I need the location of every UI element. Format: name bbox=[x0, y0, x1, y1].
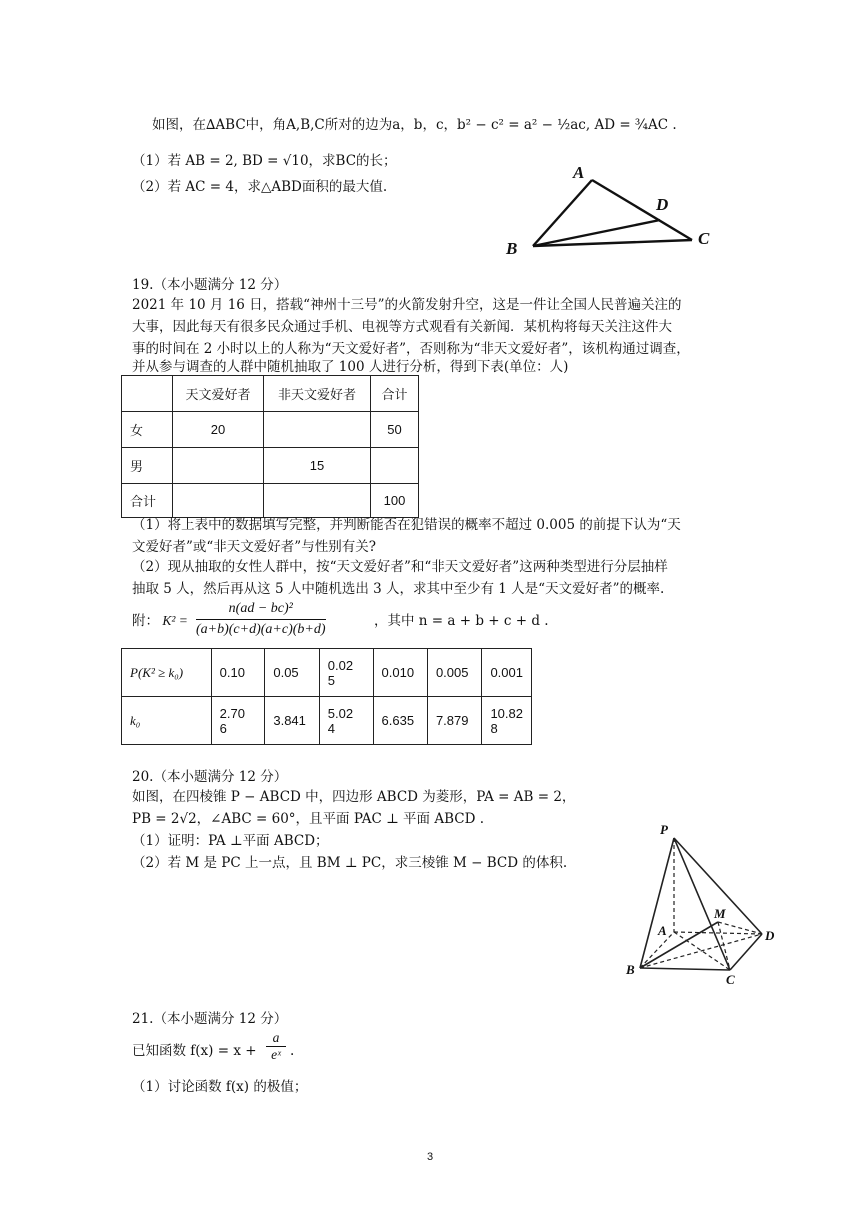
q20-part1: （1）证明：PA ⊥平面 ABCD； bbox=[132, 833, 329, 849]
triangle-figure bbox=[500, 158, 730, 258]
table-header-cell: 非天文爱好者 bbox=[264, 376, 371, 412]
q18-part1: （1）若 AB = 2, BD = √10，求BC的长； bbox=[132, 153, 397, 169]
q18-intro: 如图，在∆ABC中，角A,B,C所对的边为a，b，c，b² − c² = a² − ½ac, AD = ¾AC . bbox=[152, 117, 677, 133]
q21-func-suffix: . bbox=[290, 1043, 295, 1059]
q19-part2-line1: （2）现从抽取的女性人群中，按“天文爱好者”和“非天文爱好者”这两种类型进行分层抽样 bbox=[132, 559, 668, 575]
table-header-cell: 天文爱好者 bbox=[173, 376, 264, 412]
q19-part1-line1: （1）将上表中的数据填写完整，并判断能否在犯错误的概率不超过 0.005 的前提下认为“天 bbox=[132, 517, 681, 533]
table-cell: 100 bbox=[371, 484, 419, 518]
table-cell: 10.82 8 bbox=[482, 697, 532, 745]
table-cell: 6.635 bbox=[373, 697, 427, 745]
table-cell: 0.010 bbox=[373, 649, 427, 697]
formula-suffix: ，其中 n = a + b + c + d . bbox=[374, 613, 549, 629]
q19-part2-line2: 抽取 5 人，然后再从这 5 人中随机选出 3 人，求其中至少有 1 人是“天文爱好者”的概率. bbox=[132, 581, 665, 597]
q18-part2: （2）若 AC = 4，求△ABD面积的最大值. bbox=[132, 179, 388, 195]
table-cell: 2.70 6 bbox=[211, 697, 265, 745]
table-cell bbox=[371, 448, 419, 484]
table-cell: 5.02 4 bbox=[319, 697, 373, 745]
table-cell: 合计 bbox=[122, 484, 173, 518]
table-cell: 15 bbox=[264, 448, 371, 484]
formula-prefix: 附： K² = bbox=[132, 613, 188, 629]
q21-fraction bbox=[266, 1030, 286, 1063]
q19-part1-line2: 文爱好者”或“非天文爱好者”与性别有关? bbox=[132, 539, 376, 555]
fig-label-A: A bbox=[658, 923, 667, 938]
critical-value-table bbox=[121, 648, 532, 745]
fig-label-B: B bbox=[626, 962, 635, 977]
q20-header: 20.（本小题满分 12 分） bbox=[132, 769, 288, 785]
q21-header: 21.（本小题满分 12 分） bbox=[132, 1011, 288, 1027]
q21-numerator: a bbox=[272, 1030, 280, 1045]
table-cell bbox=[264, 484, 371, 518]
table-cell: 女 bbox=[122, 412, 173, 448]
fig-label-C: C bbox=[726, 972, 735, 987]
q19-para-1: 2021 年 10 月 16 日，搭载“神州十三号”的火箭发射升空，这是一件让全国人民普遍关注的 bbox=[132, 297, 682, 313]
fig-label-A: A bbox=[573, 163, 585, 182]
table-cell: 50 bbox=[371, 412, 419, 448]
table-row-label: k₀ bbox=[122, 697, 212, 745]
table-cell bbox=[173, 484, 264, 518]
q19-para-3: 事的时间在 2 小时以上的人称为“天文爱好者”，否则称为“非天文爱好者”，该机构通过调查， bbox=[132, 341, 690, 357]
formula-denominator: (a+b)(c+d)(a+c)(b+d) bbox=[196, 622, 326, 637]
page-number: 3 bbox=[427, 1151, 434, 1163]
table-cell: 20 bbox=[173, 412, 264, 448]
q19-header: 19.（本小题满分 12 分） bbox=[132, 277, 288, 293]
survey-table bbox=[121, 375, 419, 518]
q19-para-2: 大事，因此每天有很多民众通过手机、电视等方式观看有关新闻．某机构将每天关注这件大 bbox=[132, 319, 672, 335]
table-cell: 男 bbox=[122, 448, 173, 484]
pyramid-figure bbox=[622, 818, 792, 990]
fig-label-C: C bbox=[698, 229, 710, 248]
table-cell: 0.02 5 bbox=[319, 649, 373, 697]
fig-label-M: M bbox=[714, 906, 726, 921]
fig-label-B: B bbox=[506, 239, 518, 258]
q21-func-prefix: 已知函数 f(x) = x + bbox=[132, 1043, 257, 1059]
q20-line1: 如图，在四棱锥 P − ABCD 中，四边形 ABCD 为菱形，PA = AB = 2， bbox=[132, 789, 576, 805]
fig-label-D: D bbox=[656, 195, 669, 214]
table-cell: 0.005 bbox=[427, 649, 482, 697]
fig-label-D: D bbox=[765, 928, 775, 943]
table-cell: 0.10 bbox=[211, 649, 265, 697]
table-header-cell: 合计 bbox=[371, 376, 419, 412]
table-cell bbox=[173, 448, 264, 484]
q21-part1: （1）讨论函数 f(x) 的极值； bbox=[132, 1079, 308, 1095]
q20-line2: PB = 2√2，∠ABC = 60°，且平面 PAC ⊥ 平面 ABCD . bbox=[132, 811, 485, 827]
table-cell: 0.05 bbox=[265, 649, 319, 697]
formula-numerator: n(ad − bc)² bbox=[228, 601, 293, 616]
table-header-cell bbox=[122, 376, 173, 412]
q20-part2: （2）若 M 是 PC 上一点，且 BM ⊥ PC，求三棱锥 M − BCD 的体积. bbox=[132, 855, 568, 871]
q19-para-4: 并从参与调查的人群中随机抽取了 100 人进行分析，得到下表(单位：人) bbox=[132, 359, 569, 375]
q21-denominator: eˣ bbox=[271, 1047, 281, 1062]
fig-label-P: P bbox=[660, 822, 668, 837]
table-cell bbox=[264, 412, 371, 448]
table-cell: 7.879 bbox=[427, 697, 482, 745]
table-cell: 3.841 bbox=[265, 697, 319, 745]
table-row-label: P(K² ≥ k₀) bbox=[122, 649, 212, 697]
table-cell: 0.001 bbox=[482, 649, 532, 697]
formula-fraction bbox=[196, 600, 326, 639]
